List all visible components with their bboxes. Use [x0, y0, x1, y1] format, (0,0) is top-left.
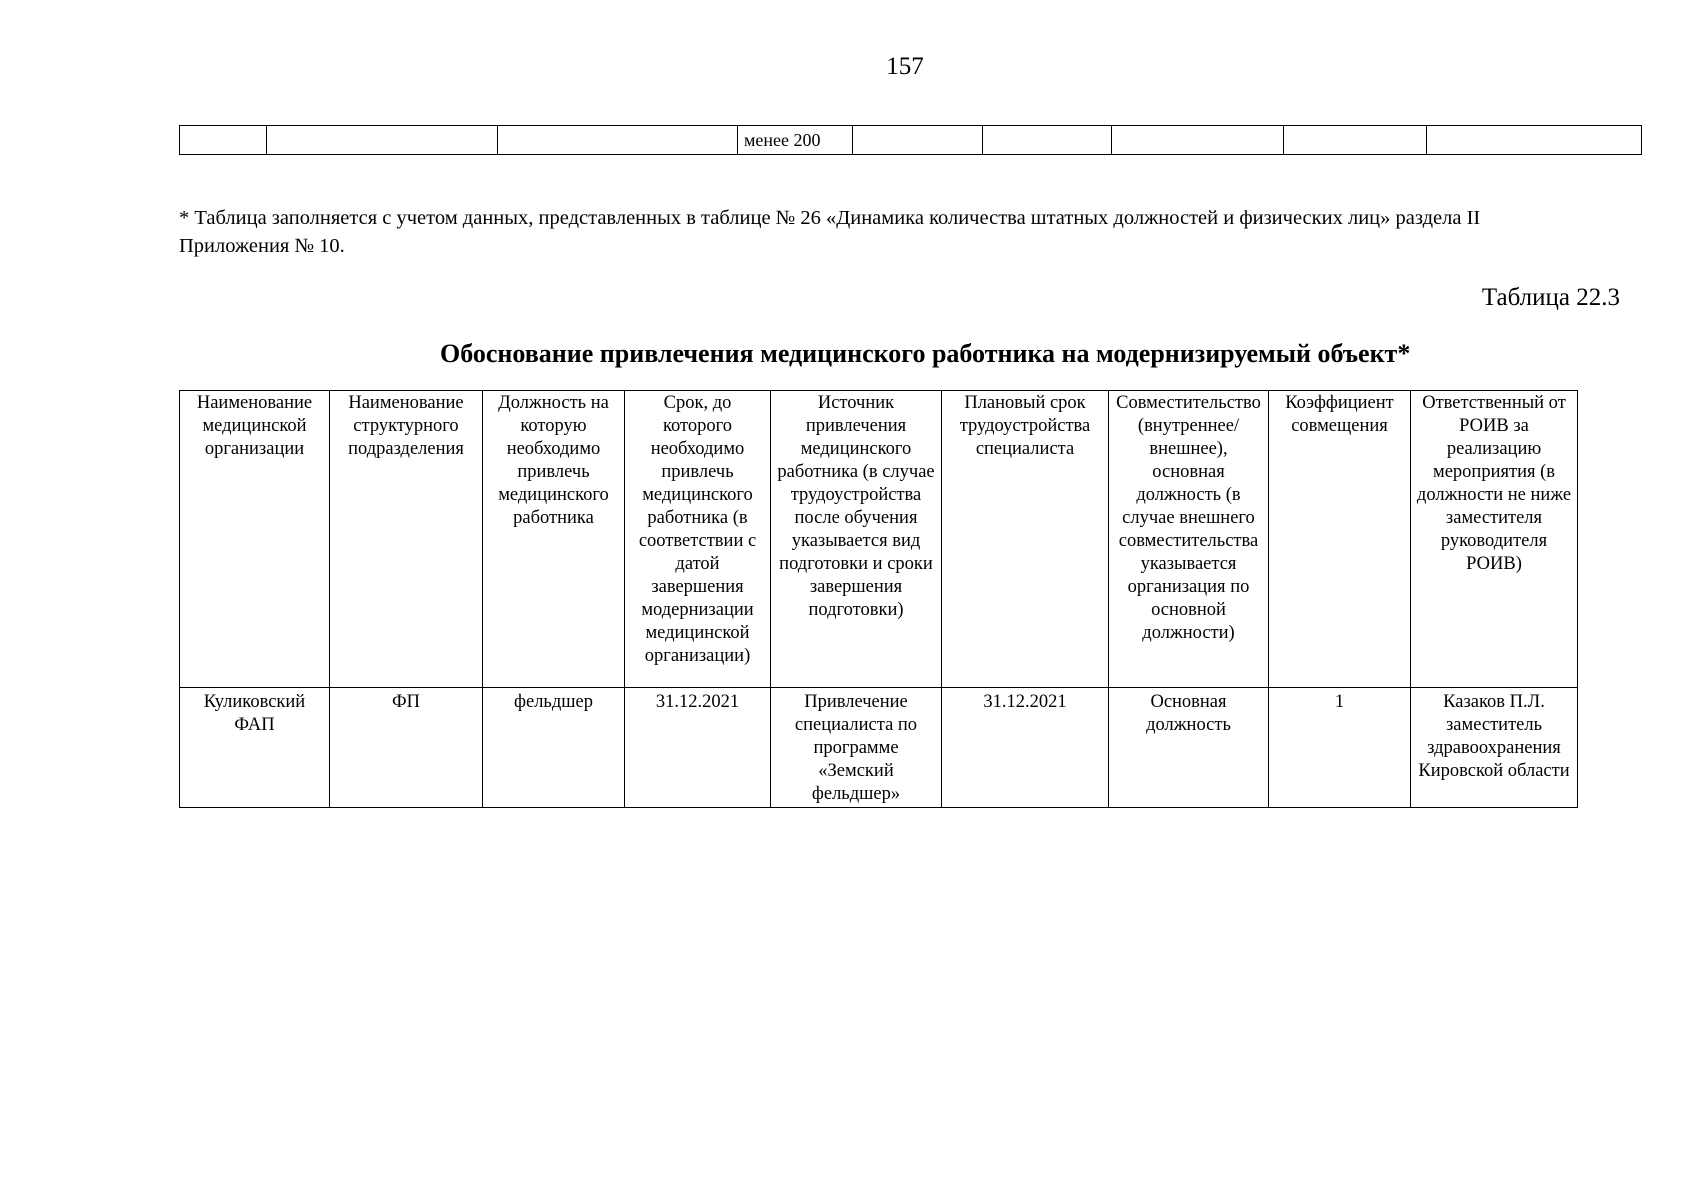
- column-header: Плановый срок трудоустройства специалиста: [942, 391, 1109, 688]
- table-cell: ФП: [330, 688, 483, 808]
- table-cell: Основная должность: [1109, 688, 1269, 808]
- table-cell: [1284, 126, 1427, 155]
- column-header: Должность на которую необходимо привлечь медицинского работника: [483, 391, 625, 688]
- column-header: Ответственный от РОИВ за реализацию мероприятия (в должности не ниже заместителя руководителя РОИВ): [1411, 391, 1578, 688]
- table-cell: 31.12.2021: [942, 688, 1109, 808]
- table-cell: фельдшер: [483, 688, 625, 808]
- table-cell: [983, 126, 1112, 155]
- column-header: Совместительство (внутреннее/внешнее), основная должность (в случае внешнего совместительства указывается организация по основной должности): [1109, 391, 1269, 688]
- table-cell: [180, 126, 267, 155]
- table-cell: 1: [1269, 688, 1411, 808]
- table-cell: Куликовский ФАП: [180, 688, 330, 808]
- footnote-line: Приложения № 10.: [179, 235, 345, 257]
- table-title: Обоснование привлечения медицинского работника на модернизируемый объект*: [440, 339, 1411, 368]
- column-header: Коэффициент совмещения: [1269, 391, 1411, 688]
- table-cell: [267, 126, 498, 155]
- table-cell: [498, 126, 738, 155]
- column-header: Срок, до которого необходимо привлечь медицинского работника (в соответствии с датой завершения модернизации медицинской организации): [625, 391, 771, 688]
- column-header: Наименование медицинской организации: [180, 391, 330, 688]
- table-cell: 31.12.2021: [625, 688, 771, 808]
- page-number: 157: [886, 53, 924, 80]
- table-number-label: Таблица 22.3: [1481, 284, 1620, 311]
- footnote-line: * Таблица заполняется с учетом данных, представленных в таблице № 26 «Динамика количества штатных должностей и физических лиц» раздела II: [179, 207, 1481, 229]
- table-cell: менее 200: [738, 126, 853, 155]
- table-cell: Казаков П.Л. заместитель здравоохранения Кировской области: [1411, 688, 1578, 808]
- column-header: Источник привлечения медицинского работника (в случае трудоустройства после обучения указывается вид подготовки и сроки завершения подготовки): [771, 391, 942, 688]
- continued-table-fragment: [179, 125, 1642, 155]
- justification-table: [179, 390, 1578, 808]
- table-cell: Привлечение специалиста по программе «Земский фельдшер»: [771, 688, 942, 808]
- table-cell: [1112, 126, 1284, 155]
- table-cell: [1427, 126, 1642, 155]
- table-cell: [853, 126, 983, 155]
- table-row: [180, 688, 1578, 808]
- table-header-row: [180, 391, 1578, 688]
- footnote: [179, 204, 1619, 260]
- table-row: [180, 126, 1642, 155]
- column-header: Наименование структурного подразделения: [330, 391, 483, 688]
